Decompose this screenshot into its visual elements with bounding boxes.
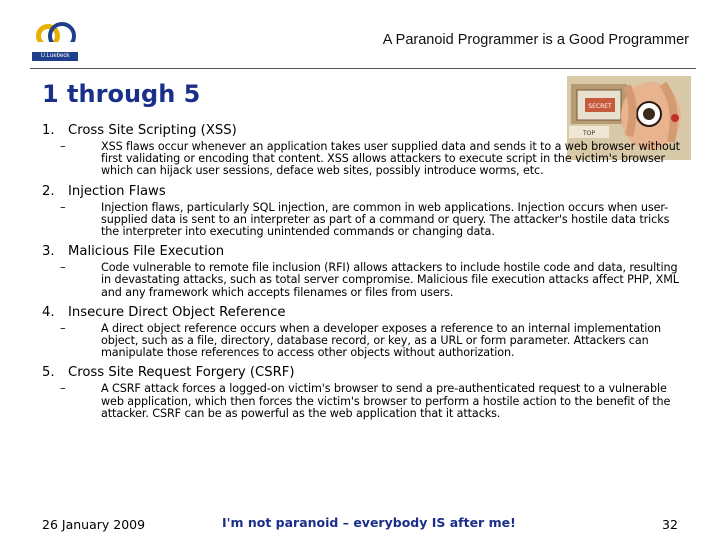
item-title: Cross Site Scripting (XSS) [68,123,237,138]
list-item [42,304,682,360]
photo-sign-2: TOP [582,130,596,137]
dash-marker: – [60,140,66,153]
item-title: Cross Site Request Forgery (CSRF) [68,365,295,381]
footer-quote: I'm not paranoid – everybody IS after me! [222,515,516,530]
dash-marker: – [60,200,66,214]
header-title: A Paranoid Programmer is a Good Programmer [382,32,689,48]
item-description: Code vulnerable to remote file inclusion (RFI) allows attackers to include hostile code and data, resulting in devastating attacks, such as total server compromise. Malicious file execution attacks affect PHP, XML and any framework which accepts filenames or files from users. [101,261,679,299]
slide-title: 1 through 5 [42,80,201,108]
page-number: 32 [662,517,678,532]
dash-marker: – [60,321,66,335]
dash-marker: – [60,261,66,275]
item-number: 5. [42,365,55,381]
list-item [42,122,682,178]
item-title: Insecure Direct Object Reference [68,304,286,320]
item-title: Injection Flaws [68,183,166,199]
item-description: XSS flaws occur whenever an application takes user supplied data and sends it to a web browser without first validating or encoding that content. XSS allows attackers to execute script in the victim's browser which can hijack user sessions, deface web sites, possibly introduce worms, etc. [101,140,680,178]
slide-content [42,122,682,420]
list-item [42,243,682,299]
photo-sign: SECRET [588,103,612,110]
item-title: Malicious File Execution [68,244,225,260]
list-item [42,364,682,420]
logo-label: U.Luebeck [32,52,78,61]
footer-date: 26 January 2009 [42,517,146,532]
list-item [42,183,682,239]
header-divider [30,68,696,69]
item-description: Injection flaws, particularly SQL injection, are common in web applications. Injection occurs when user-supplied data is sent to an interpreter as part of a command or query. The attacker's hostile data tricks the interpreter into executing unintended commands or changing data. [101,200,670,239]
item-number: 4. [42,304,55,320]
item-description: A direct object reference occurs when a developer exposes a reference to an internal implementation object, such as a file, directory, database record, or key, as a URL or form parameter. Attackers can manipulate those references to access other objects without authorization. [101,321,661,360]
item-number: 3. [42,244,55,260]
dash-marker: – [60,382,66,396]
item-description: A CSRF attack forces a logged-on victim's browser to send a pre-authenticated request to a vulnerable web application, which then forces the victim's browser to perform a hostile action to the benefit of the attacker. CSRF can be as powerful as the web application that it attacks. [101,382,671,420]
item-number: 1. [42,123,55,138]
item-number: 2. [42,183,55,199]
